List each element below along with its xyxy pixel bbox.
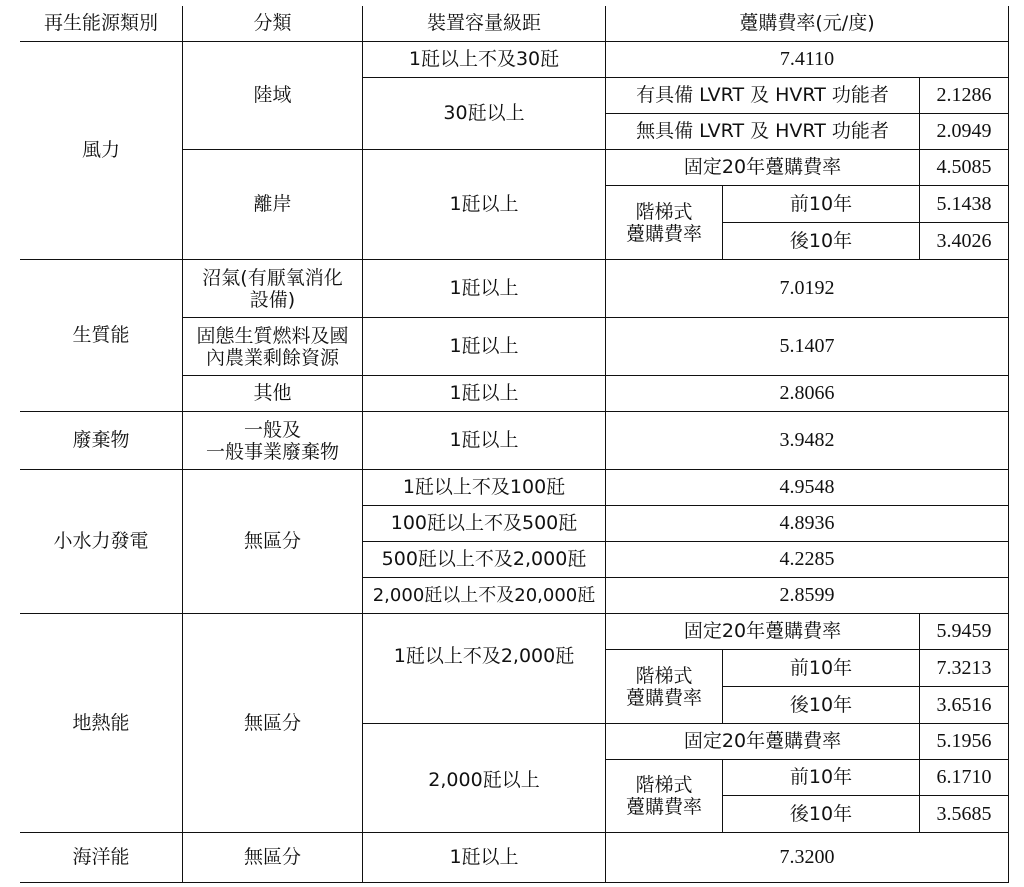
wind-offshore-fixed-label: 固定20年躉購費率	[606, 150, 920, 186]
wind-onshore-with-lvrt-label: 有具備 LVRT 及 HVRT 功能者	[606, 78, 920, 114]
small-hydro-type: 小水力發電	[20, 470, 183, 614]
wind-offshore-range: 1瓩以上	[363, 150, 606, 260]
wind-onshore-small-range: 1瓩以上不及30瓩	[363, 42, 606, 78]
geothermal-large-tiered-label: 階梯式 躉購費率	[606, 760, 723, 833]
wind-onshore-without-lvrt-rate: 2.0949	[920, 114, 1009, 150]
small-hydro-range-3: 500瓩以上不及2,000瓩	[363, 542, 606, 578]
geothermal-small-first10-label: 前10年	[723, 650, 920, 687]
geothermal-small-last10-rate: 3.6516	[920, 687, 1009, 724]
geothermal-type: 地熱能	[20, 614, 183, 833]
small-hydro-rate-1: 4.9548	[606, 470, 1009, 506]
geothermal-large-first10-rate: 6.1710	[920, 760, 1009, 796]
header-rate: 躉購費率(元/度)	[606, 6, 1009, 42]
small-hydro-rate-4: 2.8599	[606, 578, 1009, 614]
biomass-biogas-label: 沼氣(有厭氧消化 設備)	[183, 260, 363, 318]
biomass-solid-label: 固態生質燃料及國 內農業剩餘資源	[183, 318, 363, 376]
biomass-solid-range: 1瓩以上	[363, 318, 606, 376]
ocean-type: 海洋能	[20, 833, 183, 883]
small-hydro-rate-2: 4.8936	[606, 506, 1009, 542]
wind-offshore-label: 離岸	[183, 150, 363, 260]
wind-offshore-first10-label: 前10年	[723, 186, 920, 223]
wind-onshore-without-lvrt-label: 無具備 LVRT 及 HVRT 功能者	[606, 114, 920, 150]
geothermal-small-fixed-label: 固定20年躉購費率	[606, 614, 920, 650]
wind-offshore-first10-rate: 5.1438	[920, 186, 1009, 223]
geothermal-large-fixed-rate: 5.1956	[920, 724, 1009, 760]
ocean-rate: 7.3200	[606, 833, 1009, 883]
wind-onshore-large-range: 30瓩以上	[363, 78, 606, 150]
geothermal-small-fixed-rate: 5.9459	[920, 614, 1009, 650]
wind-offshore-last10-rate: 3.4026	[920, 223, 1009, 260]
small-hydro-label: 無區分	[183, 470, 363, 614]
biomass-type: 生質能	[20, 260, 183, 412]
geothermal-large-fixed-label: 固定20年躉購費率	[606, 724, 920, 760]
small-hydro-rate-3: 4.2285	[606, 542, 1009, 578]
biomass-other-rate: 2.8066	[606, 376, 1009, 412]
wind-onshore-with-lvrt-rate: 2.1286	[920, 78, 1009, 114]
wind-onshore-label: 陸域	[183, 42, 363, 150]
small-hydro-range-2: 100瓩以上不及500瓩	[363, 506, 606, 542]
biomass-biogas-rate: 7.0192	[606, 260, 1009, 318]
biomass-biogas-range: 1瓩以上	[363, 260, 606, 318]
header-capacity: 裝置容量級距	[363, 6, 606, 42]
geothermal-large-last10-label: 後10年	[723, 796, 920, 833]
wind-type: 風力	[20, 42, 183, 260]
geothermal-small-first10-rate: 7.3213	[920, 650, 1009, 687]
geothermal-small-last10-label: 後10年	[723, 687, 920, 724]
wind-offshore-tiered-label: 階梯式 躉購費率	[606, 186, 723, 260]
waste-label: 一般及 一般事業廢棄物	[183, 412, 363, 470]
small-hydro-range-1: 1瓩以上不及100瓩	[363, 470, 606, 506]
waste-rate: 3.9482	[606, 412, 1009, 470]
wind-offshore-fixed-rate: 4.5085	[920, 150, 1009, 186]
wind-onshore-small-rate: 7.4110	[606, 42, 1009, 78]
geothermal-small-range: 1瓩以上不及2,000瓩	[363, 614, 606, 724]
geothermal-large-first10-label: 前10年	[723, 760, 920, 796]
ocean-range: 1瓩以上	[363, 833, 606, 883]
biomass-other-range: 1瓩以上	[363, 376, 606, 412]
header-type: 再生能源類別	[20, 6, 183, 42]
waste-range: 1瓩以上	[363, 412, 606, 470]
geothermal-large-range: 2,000瓩以上	[363, 724, 606, 833]
geothermal-label: 無區分	[183, 614, 363, 833]
ocean-label: 無區分	[183, 833, 363, 883]
geothermal-large-last10-rate: 3.5685	[920, 796, 1009, 833]
geothermal-small-tiered-label: 階梯式 躉購費率	[606, 650, 723, 724]
small-hydro-range-4: 2,000瓩以上不及20,000瓩	[363, 578, 606, 614]
biomass-solid-rate: 5.1407	[606, 318, 1009, 376]
waste-type: 廢棄物	[20, 412, 183, 470]
biomass-other-label: 其他	[183, 376, 363, 412]
wind-offshore-last10-label: 後10年	[723, 223, 920, 260]
header-category: 分類	[183, 6, 363, 42]
